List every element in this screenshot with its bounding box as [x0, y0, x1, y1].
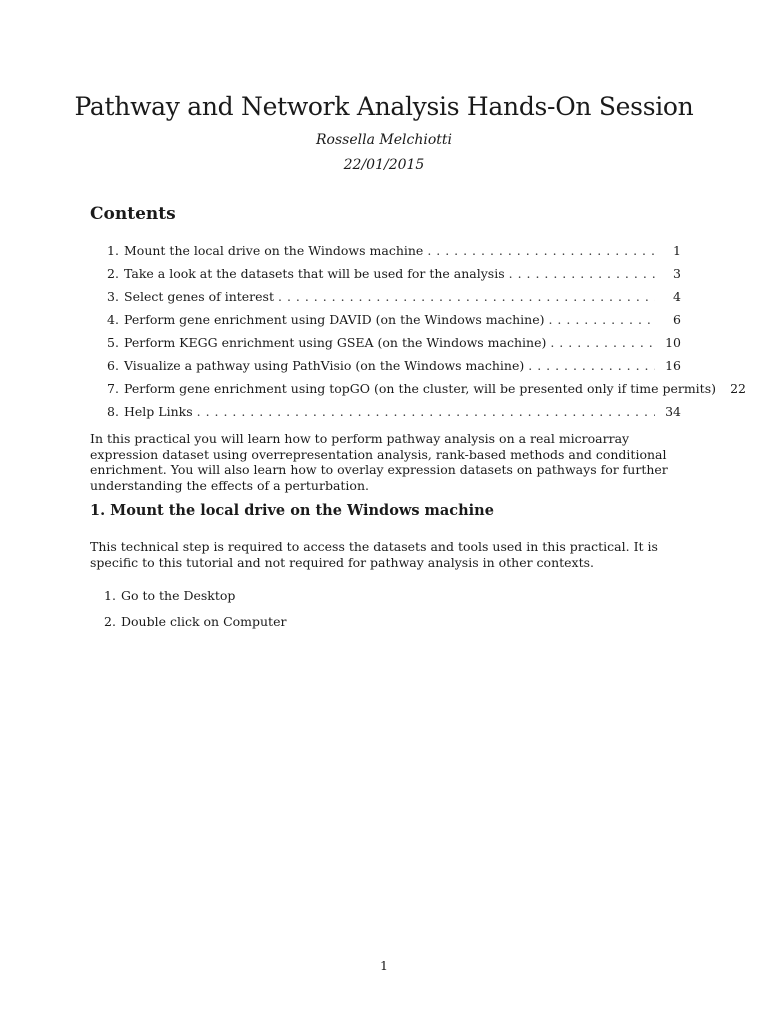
toc-entry-title: Perform gene enrichment using DAVID (on the Windows machine) — [124, 312, 545, 327]
toc-entry-page: 4 — [673, 289, 681, 304]
toc-entry[interactable] — [107, 312, 681, 335]
toc-entry-title: Mount the local drive on the Windows machine — [124, 243, 424, 258]
toc-entry[interactable] — [107, 266, 681, 289]
section-paragraph: This technical step is required to access the datasets and tools used in this practical. It is specific to this tutorial and not required for pathway analysis in other contexts. — [90, 539, 658, 570]
toc-entry-page: 10 — [665, 335, 681, 350]
document-date: 22/01/2015 — [343, 157, 425, 173]
step-number: 2. — [104, 614, 116, 629]
toc-entry-title: Select genes of interest — [124, 289, 274, 304]
toc-entry[interactable] — [107, 358, 681, 381]
toc-entry-number: 2. — [107, 266, 119, 281]
toc-entry-number: 6. — [107, 358, 119, 373]
toc-entry-page: 1 — [673, 243, 681, 258]
list-item — [104, 588, 286, 614]
step-text: Double click on Computer — [121, 614, 287, 629]
toc-leader-dots — [528, 358, 655, 373]
document-title: Pathway and Network Analysis Hands-On Session — [74, 92, 694, 121]
toc-entry[interactable] — [107, 404, 681, 427]
toc-entry[interactable] — [107, 289, 681, 312]
page-number: 1 — [380, 958, 388, 973]
toc-entry-page: 6 — [673, 312, 681, 327]
toc-entry-number: 1. — [107, 243, 119, 258]
toc-entry-number: 5. — [107, 335, 119, 350]
toc-leader-dots — [509, 266, 655, 281]
toc-entry-page: 16 — [665, 358, 681, 373]
toc-leader-dots — [197, 404, 655, 419]
intro-paragraph: In this practical you will learn how to perform pathway analysis on a real microarray expression dataset using overrepresentation analysis, rank-based methods and conditional enrichment. You will also learn how to overlay expression datasets on pathways for further understanding the effects of a perturbation. — [90, 431, 668, 493]
toc-entry-title: Perform gene enrichment using topGO (on the cluster, will be presented only if time permits) — [124, 381, 716, 396]
toc-entry-number: 8. — [107, 404, 119, 419]
step-number: 1. — [104, 588, 116, 603]
toc-entry-page: 3 — [673, 266, 681, 281]
toc-entry-page: 34 — [665, 404, 681, 419]
toc-entry-number: 4. — [107, 312, 119, 327]
toc-entry[interactable] — [107, 243, 681, 266]
table-of-contents — [107, 243, 746, 427]
steps-list — [104, 588, 286, 640]
toc-entry-number: 7. — [107, 381, 119, 396]
toc-leader-dots — [278, 289, 655, 304]
document-author: Rossella Melchiotti — [316, 132, 452, 148]
list-item — [104, 614, 286, 640]
toc-entry-title: Help Links — [124, 404, 193, 419]
toc-entry-number: 3. — [107, 289, 119, 304]
toc-leader-dots — [427, 243, 655, 258]
toc-leader-dots — [550, 335, 655, 350]
toc-entry-title: Take a look at the datasets that will be used for the analysis — [124, 266, 505, 281]
contents-heading: Contents — [90, 204, 176, 224]
toc-entry-page: 22 — [730, 381, 746, 396]
toc-entry-title: Perform KEGG enrichment using GSEA (on the Windows machine) — [124, 335, 547, 350]
toc-leader-dots — [548, 312, 655, 327]
toc-entry-title: Visualize a pathway using PathVisio (on the Windows machine) — [124, 358, 525, 373]
toc-entry[interactable] — [107, 381, 746, 404]
step-text: Go to the Desktop — [121, 588, 236, 603]
section-heading: 1. Mount the local drive on the Windows machine — [90, 502, 494, 519]
toc-entry[interactable] — [107, 335, 681, 358]
